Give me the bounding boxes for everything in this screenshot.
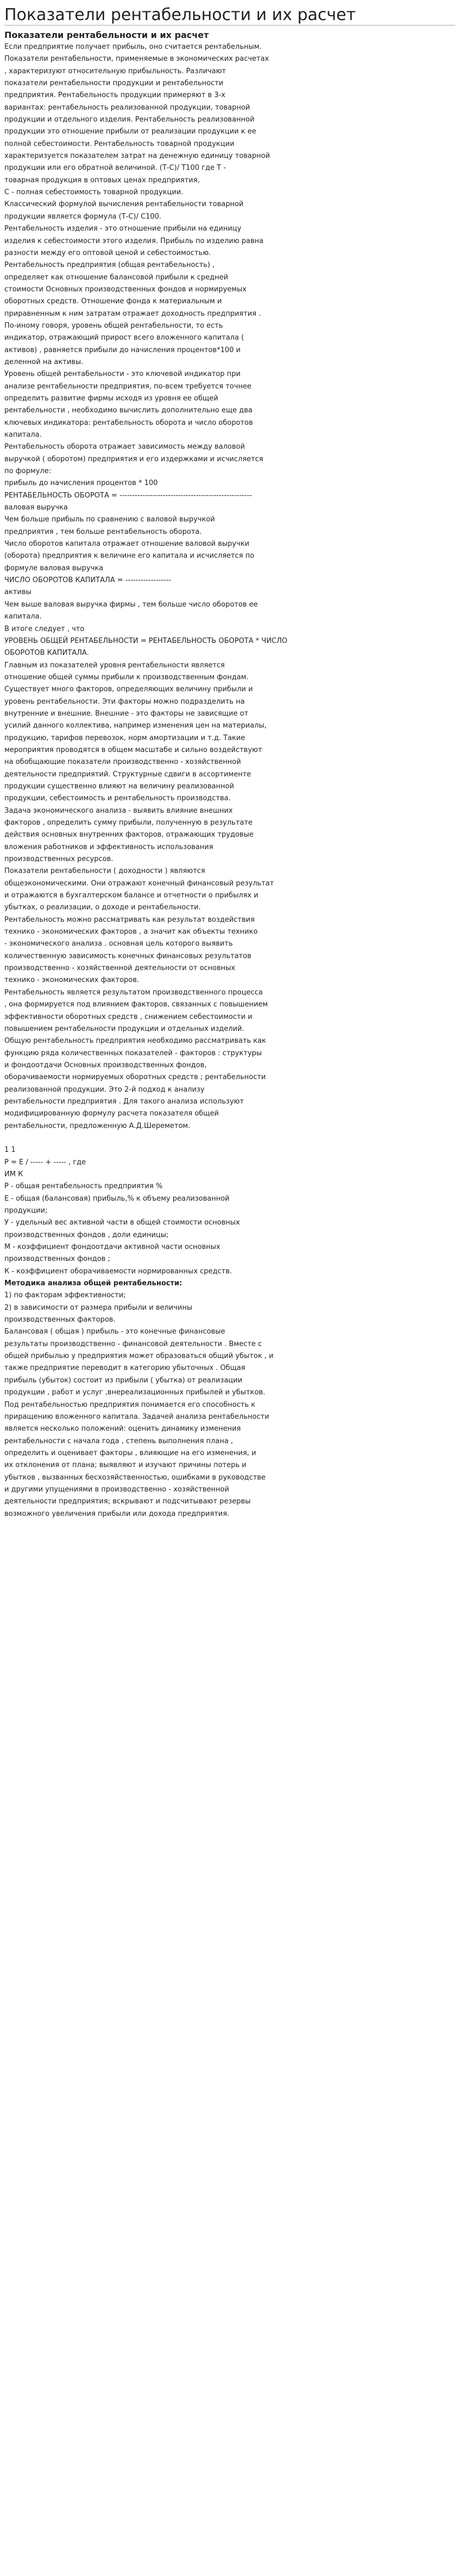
- text-line: продукции существенно влияют на величину реализованной: [4, 782, 234, 790]
- text-line: Рентабельность оборота отражает зависимость между валовой: [4, 443, 245, 451]
- text-line: продукции и отдельного изделия. Рентабельность реализованной: [4, 116, 255, 124]
- text-line: определить и оценивает факторы , влияющие на его изменения, и: [4, 1449, 256, 1457]
- text-line: также предприятие переводит в категорию убыточных . Общая: [4, 1364, 245, 1373]
- text-line: количественную зависимость конечных финансовых результатов: [4, 952, 251, 960]
- text-line: ОБОРОТОВ КАПИТАЛА.: [4, 649, 89, 658]
- text-line: производственных факторов.: [4, 1316, 116, 1324]
- text-line: Рентабельность можно рассматривать как результат воздействия: [4, 915, 255, 924]
- text-line: факторов , определить сумму прибыли, полученную в результате: [4, 819, 253, 827]
- text-line: Задача экономического анализа - выявить влияние внешних: [4, 806, 233, 815]
- text-line: стоимости Основных производственных фондов и нормируемых: [4, 285, 247, 294]
- text-line: приравненным к ним затратам отражает доходность предприятия .: [4, 309, 261, 318]
- text-line: 2) в зависимости от размера прибыли и величины: [4, 1303, 193, 1312]
- text-line: продукции или его обратной величиной. (Т-С)/ Т100 где Т -: [4, 164, 226, 173]
- text-line: продукции , работ и услуг ,внереализационных прибылей и убытков.: [4, 1388, 266, 1397]
- text-line: характеризуется показателем затрат на денежную единицу товарной: [4, 152, 270, 161]
- text-line: Общую рентабельность предприятия необходимо рассматривать как: [4, 1037, 266, 1045]
- text-line: вариантах: рентабельность реализованной продукции, товарной: [4, 103, 250, 112]
- text-line: прибыль до начисления процентов * 100: [4, 479, 158, 488]
- text-line: Классический формулой вычисления рентабельности товарной: [4, 200, 244, 209]
- article-body: [4, 29, 455, 1520]
- text-line: и отражаются в бухгалтерском балансе и отчетности о прибылях и: [4, 891, 259, 900]
- text-line: продукции является формула (Т-С)/ С100.: [4, 212, 162, 221]
- text-line: Р - общая рентабельность предприятия %: [4, 1182, 163, 1191]
- text-line: продукции;: [4, 1207, 48, 1215]
- text-line: внутренние и внешние. Внешние - это факторы не зависящие от: [4, 709, 249, 718]
- text-line: ключевых индикатора: рентабельность оборота и число оборотов: [4, 418, 253, 427]
- text-line: РЕНТАБЕЛЬНОСТЬ ОБОРОТА = ----------------------------------------------------: [4, 491, 252, 500]
- text-line: товарная продукция в оптовых ценах предприятия,: [4, 176, 200, 184]
- text-line: , она формируется под влиянием факторов, связанных с повышением: [4, 1000, 268, 1009]
- text-line: Рентабельность изделия - это отношение прибыли на единицу: [4, 225, 242, 233]
- text-line: Если предприятие получает прибыль, оно считается рентабельным.: [4, 43, 262, 51]
- text-line: Уровень общей рентабельности - это ключевой индикатор при: [4, 370, 241, 379]
- text-line: М - коэффициент фондоотдачи активной части основных: [4, 1243, 220, 1252]
- text-line: рентабельности , необходимо вычислить дополнительно еще два: [4, 406, 253, 415]
- text-line: Существует много факторов, определяющих величину прибыли и: [4, 685, 253, 694]
- text-line: прибыль (убыток) состоит из прибыли ( убытка) от реализации: [4, 1376, 243, 1385]
- text-line: эффективности оборотных средств , снижением себестоимости и: [4, 1012, 253, 1021]
- text-line: С - полная себестоимость товарной продукции.: [4, 188, 184, 197]
- text-line: , характеризуют относительную прибыльность. Различают: [4, 67, 226, 75]
- text-line: анализе рентабельности предприятия, по-всем требуется точнее: [4, 382, 251, 391]
- text-line: Е - общая (балансовая) прибыль,% к объему реализованной: [4, 1194, 230, 1203]
- text-line: У - удельный вес активной части в общей стоимости основных: [4, 1219, 240, 1227]
- page-title: Показатели рентабельности и их расчет: [4, 5, 356, 24]
- text-line: их отклонения от плана; выявляют и изучают причины потерь и: [4, 1461, 247, 1470]
- text-line: производственных фондов ;: [4, 1255, 110, 1264]
- text-line: деятельности предприятий. Структурные сдвиги в ассортименте: [4, 770, 251, 779]
- text-line: К - коэффициент оборачиваемости нормированных средств.: [4, 1267, 232, 1276]
- text-line: и фондоотдачи Основных производственных фондов,: [4, 1061, 207, 1069]
- text-line: валовая выручка: [4, 503, 68, 512]
- text-line: производственных ресурсов.: [4, 855, 114, 864]
- text-line: 1) по факторам эффективности;: [4, 1291, 126, 1300]
- text-line: отношение общей суммы прибыли к производственным фондам.: [4, 673, 249, 681]
- text-line: убытках, о реализации, о доходе и рентабельности.: [4, 903, 201, 912]
- text-line: технико - экономических факторов , а значит как объекты технико: [4, 928, 258, 936]
- text-line: результаты производственно - финансовой деятельности . Вместе с: [4, 1340, 262, 1348]
- text-line: (оборота) предприятия к величине его капитала и исчисляется по: [4, 552, 255, 560]
- text-line: определить развитие фирмы исходя из уровня ее общей: [4, 394, 218, 403]
- text-line: модифицированную формулу расчета показателя общей: [4, 1110, 219, 1118]
- text-line: уровень рентабельности. Эти факторы можно подразделить на: [4, 697, 245, 706]
- text-line: Методика анализа общей рентабельности:: [4, 1279, 182, 1288]
- text-line: формуле валовая выручка: [4, 564, 104, 572]
- text-line: активы: [4, 588, 31, 597]
- text-line: деятельности предприятия; вскрывают и подсчитывают резервы: [4, 1497, 251, 1506]
- text-line: повышением рентабельности продукции и отдельных изделий.: [4, 1024, 244, 1033]
- text-line: рентабельности с начала года , степень выполнения плана ,: [4, 1437, 234, 1445]
- text-line: является несколько положений: оценить динамику изменения: [4, 1425, 241, 1433]
- text-line: Рентабельность предприятия (общая рентабельность) ,: [4, 261, 215, 270]
- text-line: вложения работников и эффективность использования: [4, 843, 213, 851]
- text-line: Число оборотов капитала отражает отношение валовой выручки: [4, 540, 250, 549]
- text-line: убытков , вызванных бесхозяйственностью, ошибками в руководстве: [4, 1473, 266, 1482]
- text-line: 1 1: [4, 1146, 16, 1155]
- text-line: Главным из показателей уровня рентабельности является: [4, 661, 225, 669]
- text-line: разности между его оптовой ценой и себестоимостью.: [4, 248, 211, 257]
- text-line: - экономического анализа . основная цель которого выявить: [4, 940, 233, 948]
- article-lines: [4, 41, 455, 1520]
- text-line: продукции это отношение прибыли от реализации продукции к ее: [4, 127, 256, 136]
- text-line: По-иному говоря, уровень общей рентабельности, то есть: [4, 321, 223, 330]
- text-line: Чем больше прибыль по сравнению с валовой выручкой: [4, 515, 215, 524]
- text-line: общеэкономическими. Они отражают конечный финансовый результат: [4, 879, 274, 888]
- text-line: капитала.: [4, 431, 42, 439]
- text-line: предприятия , тем больше рентабельность оборота.: [4, 527, 202, 536]
- text-line: Показатели рентабельности ( доходности ) являются: [4, 867, 205, 876]
- text-line: рентабельности, предложенную А.Д.Шереметом.: [4, 1121, 191, 1130]
- text-line: на обобщающие показатели производственно - хозяйственной: [4, 758, 241, 767]
- article-heading: Показатели рентабельности и их расчет: [4, 30, 209, 40]
- text-line: усилий данного коллектива, например изменения цен на материалы,: [4, 722, 267, 730]
- text-line: предприятия. Рентабельность продукции примеряют в 3-х: [4, 91, 225, 100]
- text-line: общей прибылью у предприятия может образоваться общий убыток , и: [4, 1352, 274, 1361]
- text-line: рентабельности предприятия . Для такого анализа используют: [4, 1097, 244, 1106]
- text-line: индикатор, отражающий прирост всего вложенного капитала (: [4, 334, 244, 342]
- text-line: УРОВЕНЬ ОБЩЕЙ РЕНТАБЕЛЬНОСТИ = РЕНТАБЕЛЬНОСТЬ ОБОРОТА * ЧИСЛО: [4, 636, 288, 645]
- text-line: Чем выше валовая выручка фирмы , тем больше число оборотов ее: [4, 600, 258, 609]
- blank-line: [4, 1132, 455, 1144]
- text-line: продукции, себестоимость и рентабельность производства.: [4, 794, 231, 803]
- text-line: действия основных внутренних факторов, отражающих трудовые: [4, 831, 254, 839]
- text-line: ЧИСЛО ОБОРОТОВ КАПИТАЛА = ------------------: [4, 576, 172, 585]
- text-line: Балансовая ( общая ) прибыль - это конечные финансовые: [4, 1328, 225, 1336]
- text-line: и другими упущениями в производственно - хозяйственной: [4, 1485, 229, 1494]
- text-line: Под рентабельностью предприятия понимается его способность к: [4, 1400, 256, 1409]
- text-line: оборачиваемости нормируемых оборотных средств ; рентабельности: [4, 1073, 266, 1082]
- text-line: ИМ К: [4, 1170, 23, 1178]
- text-line: производственных фондов , доли единицы;: [4, 1230, 169, 1239]
- text-line: полной себестоимости. Рентабельность товарной продукции: [4, 139, 235, 148]
- text-line: капитала.: [4, 613, 42, 621]
- text-line: выручкой ( оборотом) предприятия и его издержками и исчисляется: [4, 455, 263, 463]
- text-line: P = E / ----- + ----- , где: [4, 1158, 86, 1166]
- text-line: функцию ряда количественных показателей - факторов : структуры: [4, 1049, 262, 1057]
- text-line: мероприятия проводятся в общем масштабе и сильно воздействуют: [4, 745, 262, 754]
- text-line: В итоге следует , что: [4, 624, 85, 633]
- text-line: технико - экономических факторов.: [4, 976, 140, 985]
- text-line: активов) , равняется прибыли до начисления процентов*100 и: [4, 346, 241, 354]
- text-line: возможного увеличения прибыли или дохода предприятия.: [4, 1509, 230, 1518]
- text-line: продукцию, тарифов перевозок, норм амортизации и т.д. Такие: [4, 734, 245, 742]
- text-line: определяет как отношение балансовой прибыли к средней: [4, 273, 229, 282]
- text-line: показатели рентабельности продукции и рентабельности: [4, 79, 224, 88]
- text-line: приращению вложенного капитала. Задачей анализа рентабельности: [4, 1412, 269, 1421]
- text-line: Показатели рентабельности, применяемые в экономических расчетах: [4, 55, 269, 63]
- text-line: оборотных средств. Отношение фонда к материальным и: [4, 297, 222, 306]
- text-line: Рентабельность является результатом производственного процесса: [4, 988, 263, 997]
- text-line: реализованной продукции. Это 2-й подход к анализу: [4, 1085, 205, 1094]
- text-line: по формуле:: [4, 467, 52, 476]
- text-line: производственно - хозяйственной деятельности от основных: [4, 964, 236, 973]
- text-line: изделия к себестоимости этого изделия. Прибыль по изделию равна: [4, 237, 264, 245]
- text-line: деленной на активы.: [4, 358, 84, 366]
